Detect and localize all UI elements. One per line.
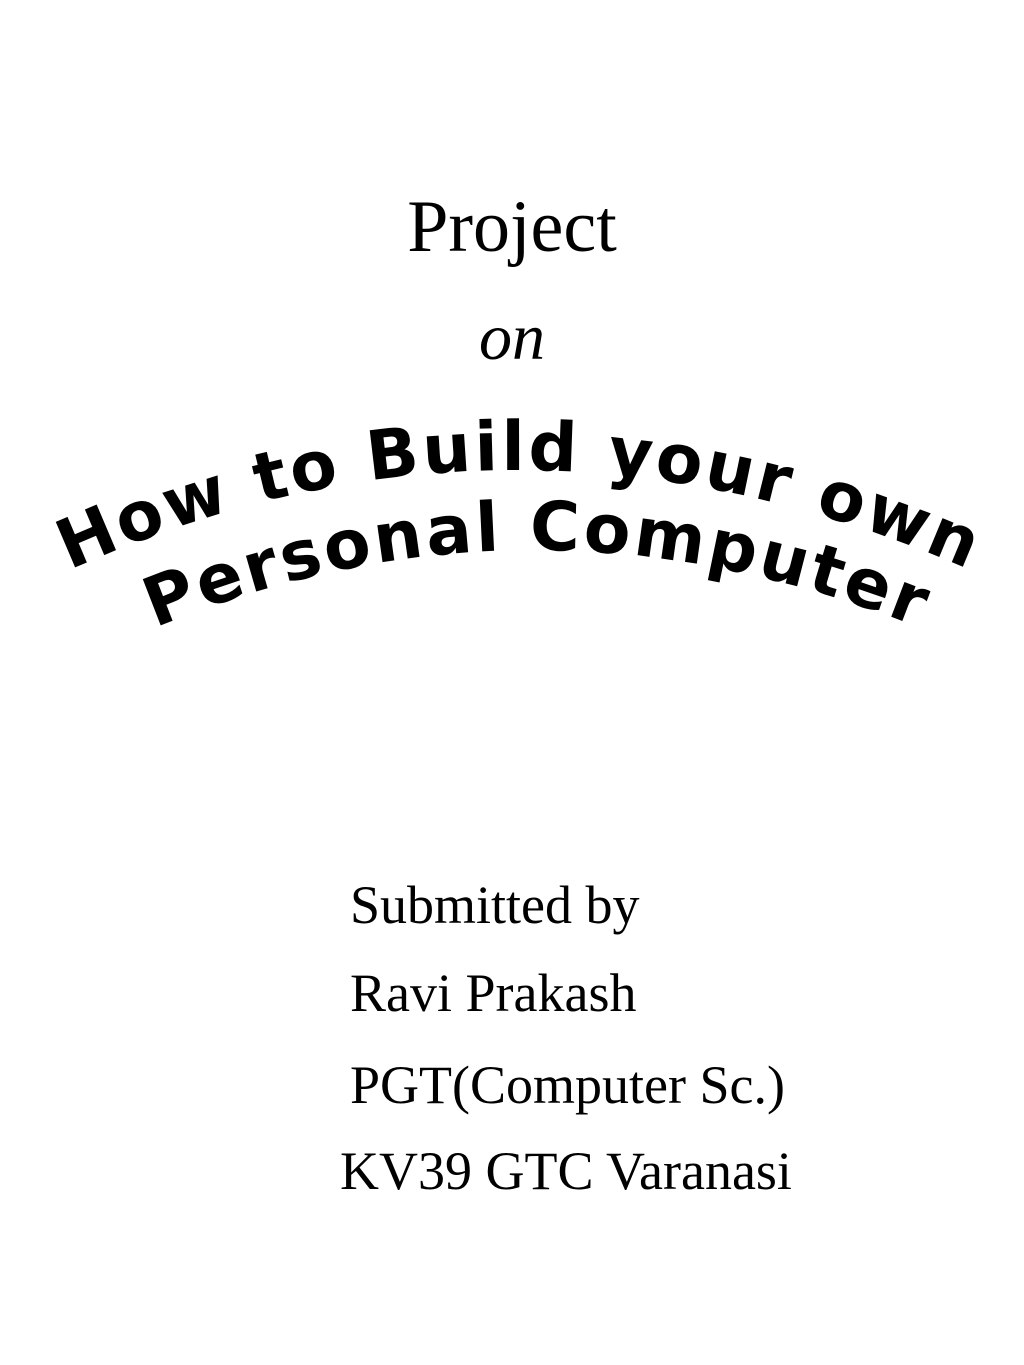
author-designation: PGT(Computer Sc.) [350, 1055, 785, 1115]
title-line-2: Personal Computer [132, 487, 943, 644]
submitted-by-label: Submitted by [350, 875, 640, 935]
title-line-1: How to Build your own [45, 407, 995, 586]
author-name: Ravi Prakash [350, 963, 637, 1023]
project-heading: Project [407, 186, 617, 268]
arched-title [0, 380, 1024, 680]
author-school: KV39 GTC Varanasi [340, 1141, 792, 1201]
on-connector: on [479, 301, 545, 374]
